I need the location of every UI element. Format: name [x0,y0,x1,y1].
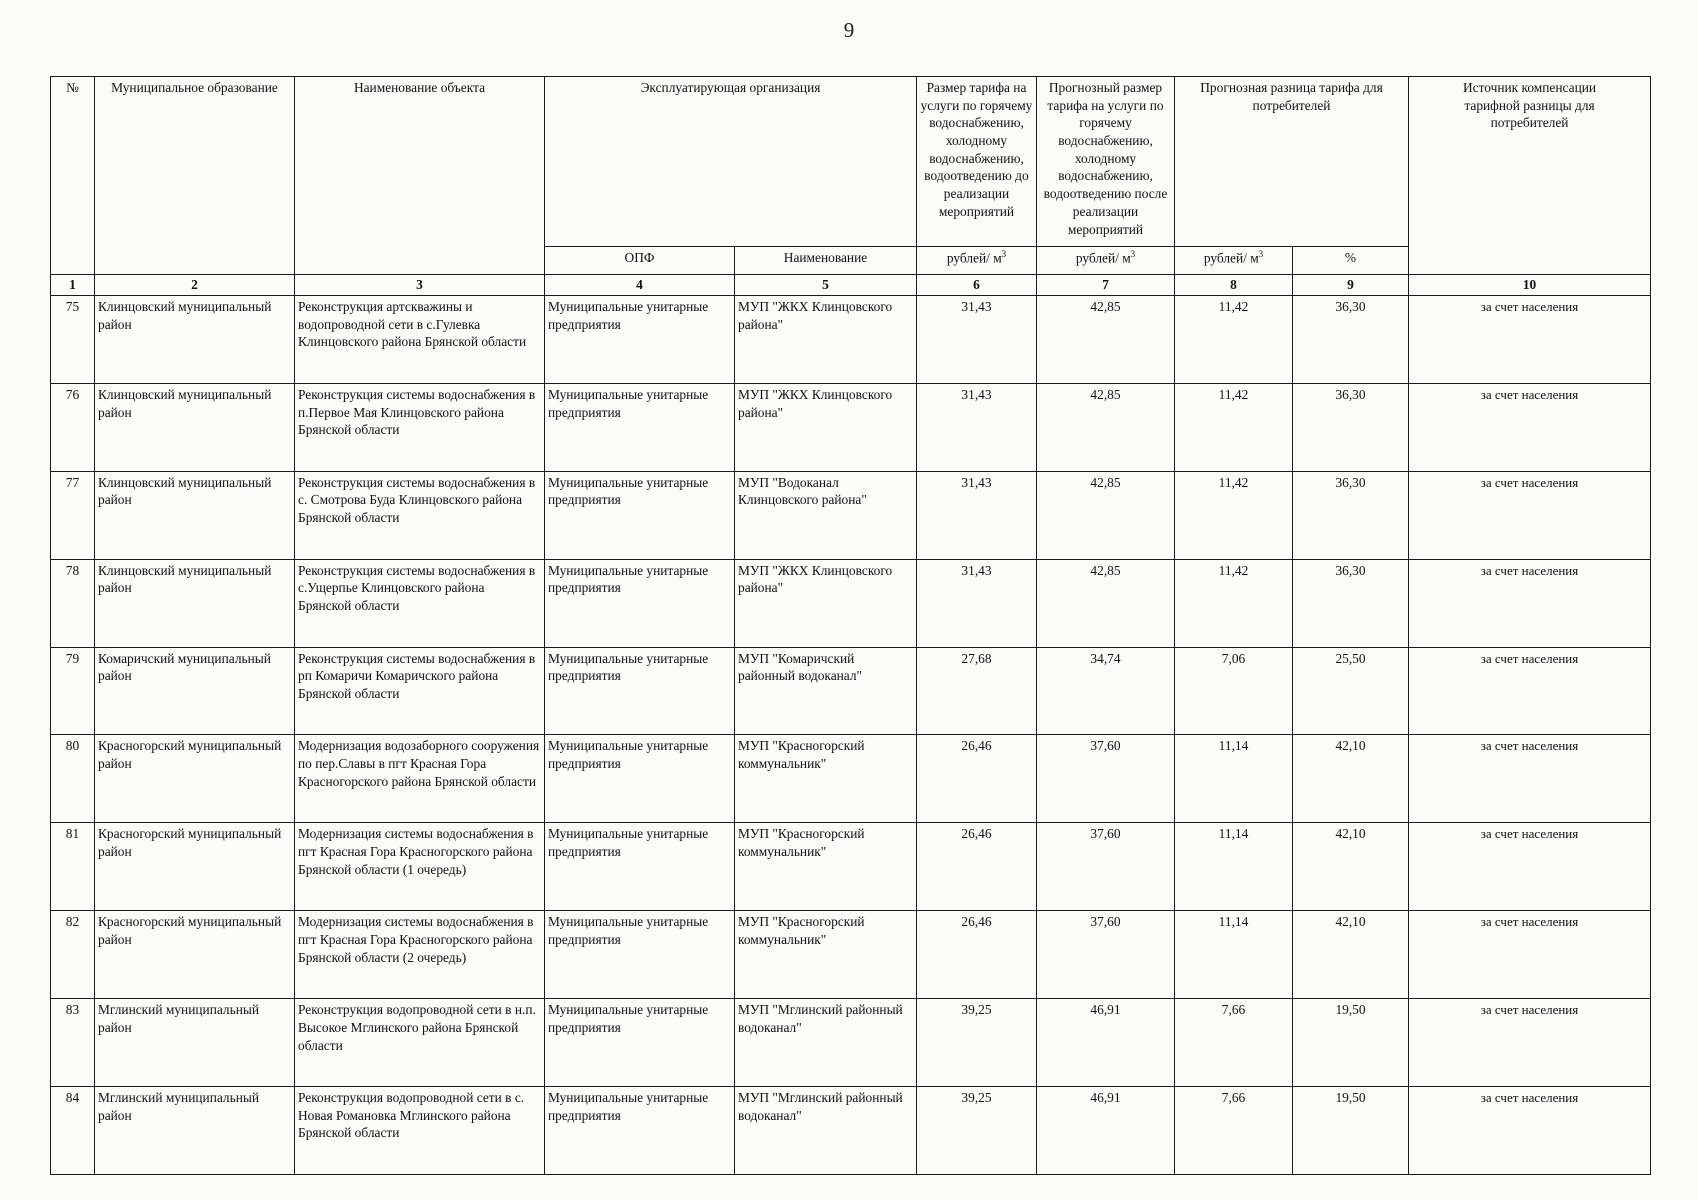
table-row [51,559,1651,647]
tariff-diff-percent-cell: 36,30 [1293,471,1409,559]
column-number: 3 [295,275,545,296]
tariff-after-cell: 37,60 [1037,735,1175,823]
unit-label: рублей/ м [946,250,1002,266]
object-name-cell: Реконструкция системы водоснабжения в п.Первое Мая Клинцовского района Брянской области [295,383,545,471]
opf-cell: Муниципальные унитарные предприятия [545,1087,735,1175]
municipality-cell: Мглинский муниципальный район [95,999,295,1087]
table-row [51,823,1651,911]
municipality-cell: Красногорский муниципальный район [95,735,295,823]
header-operator: Эксплуатирующая организация [545,77,917,247]
organization-cell: МУП "Мглинский районный водоканал" [735,999,917,1087]
row-number: 80 [51,735,95,823]
tariff-after-cell: 46,91 [1037,1087,1175,1175]
organization-cell: МУП "ЖКХ Клинцовского района" [735,296,917,384]
tariff-after-cell: 37,60 [1037,823,1175,911]
header-tariff-after: Прогнозный размер тарифа на услуги по горячему водоснабжению, холодному водоснабжению, водоотведению после реализации мероприятий [1037,77,1175,247]
object-name-cell: Реконструкция водопроводной сети в н.п. Высокое Мглинского района Брянской области [295,999,545,1087]
municipality-cell: Красногорский муниципальный район [95,823,295,911]
tariff-before-cell: 31,43 [917,471,1037,559]
tariff-after-cell: 42,85 [1037,383,1175,471]
header-source [1409,77,1651,275]
tariff-after-cell: 37,60 [1037,911,1175,999]
tariff-diff-percent-cell: 36,30 [1293,383,1409,471]
compensation-source-cell: за счет населения [1409,999,1651,1087]
header-source-text: Источник компенсации тарифной разницы для потребителей [1462,80,1597,131]
table-row [51,1087,1651,1175]
row-number: 75 [51,296,95,384]
row-number: 82 [51,911,95,999]
header-no: № [51,77,95,275]
tariff-after-cell: 46,91 [1037,999,1175,1087]
opf-cell: Муниципальные унитарные предприятия [545,647,735,735]
table-row [51,647,1651,735]
compensation-source-cell: за счет населения [1409,911,1651,999]
compensation-source-cell: за счет населения [1409,471,1651,559]
tariff-diff-percent-cell: 25,50 [1293,647,1409,735]
tariff-before-cell: 26,46 [917,911,1037,999]
compensation-source-cell: за счет населения [1409,735,1651,823]
tariff-diff-rub-cell: 11,42 [1175,559,1293,647]
tariff-diff-percent-cell: 36,30 [1293,296,1409,384]
table-row [51,999,1651,1087]
municipality-cell: Клинцовский муниципальный район [95,296,295,384]
object-name-cell: Модернизация системы водоснабжения в пгт Красная Гора Красногорского района Брянской области (2 очередь) [295,911,545,999]
opf-cell: Муниципальные унитарные предприятия [545,559,735,647]
compensation-source-cell: за счет населения [1409,559,1651,647]
header-unit-after [1037,247,1175,275]
tariff-diff-percent-cell: 42,10 [1293,911,1409,999]
tariff-diff-percent-cell: 36,30 [1293,559,1409,647]
column-number: 5 [735,275,917,296]
compensation-source-cell: за счет населения [1409,383,1651,471]
object-name-cell: Реконструкция системы водоснабжения в рп Комаричи Комаричского района Брянской области [295,647,545,735]
column-number: 10 [1409,275,1651,296]
header-unit-percent: % [1293,247,1409,275]
tariff-before-cell: 27,68 [917,647,1037,735]
organization-cell: МУП "ЖКХ Клинцовского района" [735,559,917,647]
municipality-cell: Клинцовский муниципальный район [95,471,295,559]
organization-cell: МУП "Красногорский коммунальник" [735,911,917,999]
organization-cell: МУП "Красногорский коммунальник" [735,823,917,911]
compensation-source-cell: за счет населения [1409,296,1651,384]
row-number: 79 [51,647,95,735]
object-name-cell: Реконструкция системы водоснабжения в с.Ущерпье Клинцовского района Брянской области [295,559,545,647]
object-name-cell: Реконструкция водопроводной сети в с. Новая Романовка Мглинского района Брянской области [295,1087,545,1175]
municipality-cell: Красногорский муниципальный район [95,911,295,999]
tariff-after-cell: 42,85 [1037,296,1175,384]
object-name-cell: Реконструкция артскважины и водопроводной сети в с.Гулевка Клинцовского района Брянской области [295,296,545,384]
opf-cell: Муниципальные унитарные предприятия [545,471,735,559]
tariff-after-cell: 42,85 [1037,559,1175,647]
tariff-diff-percent-cell: 19,50 [1293,999,1409,1087]
header-municipality: Муниципальное образование [95,77,295,275]
unit-label: рублей/ м [1203,250,1259,266]
tariff-diff-rub-cell: 11,14 [1175,735,1293,823]
column-number: 4 [545,275,735,296]
table-row [51,383,1651,471]
tariff-diff-rub-cell: 11,42 [1175,471,1293,559]
header-object: Наименование объекта [295,77,545,275]
table-row [51,735,1651,823]
organization-cell: МУП "Мглинский районный водоканал" [735,1087,917,1175]
compensation-source-cell: за счет населения [1409,1087,1651,1175]
tariff-diff-percent-cell: 19,50 [1293,1087,1409,1175]
row-number: 83 [51,999,95,1087]
tariff-diff-rub-cell: 7,66 [1175,999,1293,1087]
column-number-row [51,275,1651,296]
tariff-before-cell: 39,25 [917,1087,1037,1175]
tariff-before-cell: 26,46 [917,735,1037,823]
tariff-diff-rub-cell: 11,42 [1175,296,1293,384]
tariff-table [50,76,1651,1175]
row-number: 78 [51,559,95,647]
header-tariff-before: Размер тарифа на услуги по горячему водоснабжению, холодному водоснабжению, водоотведению до реализации мероприятий [917,77,1037,247]
row-number: 76 [51,383,95,471]
organization-cell: МУП "ЖКХ Клинцовского района" [735,383,917,471]
column-number: 1 [51,275,95,296]
organization-cell: МУП "Комаричский районный водоканал" [735,647,917,735]
header-org-name: Наименование [735,247,917,275]
tariff-before-cell: 39,25 [917,999,1037,1087]
organization-cell: МУП "Водоканал Клинцовского района" [735,471,917,559]
compensation-source-cell: за счет населения [1409,647,1651,735]
tariff-diff-rub-cell: 11,42 [1175,383,1293,471]
municipality-cell: Мглинский муниципальный район [95,1087,295,1175]
header-tariff-diff: Прогнозная разница тарифа для потребителей [1175,77,1409,247]
opf-cell: Муниципальные унитарные предприятия [545,999,735,1087]
row-number: 77 [51,471,95,559]
object-name-cell: Модернизация системы водоснабжения в пгт Красная Гора Красногорского района Брянской области (1 очередь) [295,823,545,911]
tariff-before-cell: 31,43 [917,383,1037,471]
municipality-cell: Клинцовский муниципальный район [95,559,295,647]
opf-cell: Муниципальные унитарные предприятия [545,911,735,999]
column-number: 6 [917,275,1037,296]
unit-superscript: 3 [1001,249,1007,259]
tariff-diff-percent-cell: 42,10 [1293,823,1409,911]
tariff-before-cell: 31,43 [917,559,1037,647]
opf-cell: Муниципальные унитарные предприятия [545,823,735,911]
column-number: 2 [95,275,295,296]
municipality-cell: Комаричский муниципальный район [95,647,295,735]
column-number: 8 [1175,275,1293,296]
table-row [51,296,1651,384]
page-number: 9 [843,18,855,42]
opf-cell: Муниципальные унитарные предприятия [545,296,735,384]
table-row [51,911,1651,999]
unit-superscript: 3 [1258,249,1264,259]
tariff-before-cell: 26,46 [917,823,1037,911]
compensation-source-cell: за счет населения [1409,823,1651,911]
opf-cell: Муниципальные унитарные предприятия [545,383,735,471]
header-opf: ОПФ [545,247,735,275]
table-row [51,471,1651,559]
unit-superscript: 3 [1130,249,1136,259]
municipality-cell: Клинцовский муниципальный район [95,383,295,471]
header-unit-before [917,247,1037,275]
opf-cell: Муниципальные унитарные предприятия [545,735,735,823]
tariff-after-cell: 34,74 [1037,647,1175,735]
row-number: 81 [51,823,95,911]
unit-label: рублей/ м [1075,250,1131,266]
object-name-cell: Модернизация водозаборного сооружения по пер.Славы в пгт Красная Гора Красногорского района Брянской области [295,735,545,823]
tariff-diff-rub-cell: 11,14 [1175,911,1293,999]
table-body [51,296,1651,1175]
tariff-diff-rub-cell: 7,66 [1175,1087,1293,1175]
object-name-cell: Реконструкция системы водоснабжения в с. Смотрова Буда Клинцовского района Брянской области [295,471,545,559]
row-number: 84 [51,1087,95,1175]
tariff-after-cell: 42,85 [1037,471,1175,559]
tariff-diff-rub-cell: 7,06 [1175,647,1293,735]
tariff-before-cell: 31,43 [917,296,1037,384]
tariff-diff-percent-cell: 42,10 [1293,735,1409,823]
column-number: 9 [1293,275,1409,296]
column-number: 7 [1037,275,1175,296]
header-unit-diff [1175,247,1293,275]
tariff-diff-rub-cell: 11,14 [1175,823,1293,911]
organization-cell: МУП "Красногорский коммунальник" [735,735,917,823]
